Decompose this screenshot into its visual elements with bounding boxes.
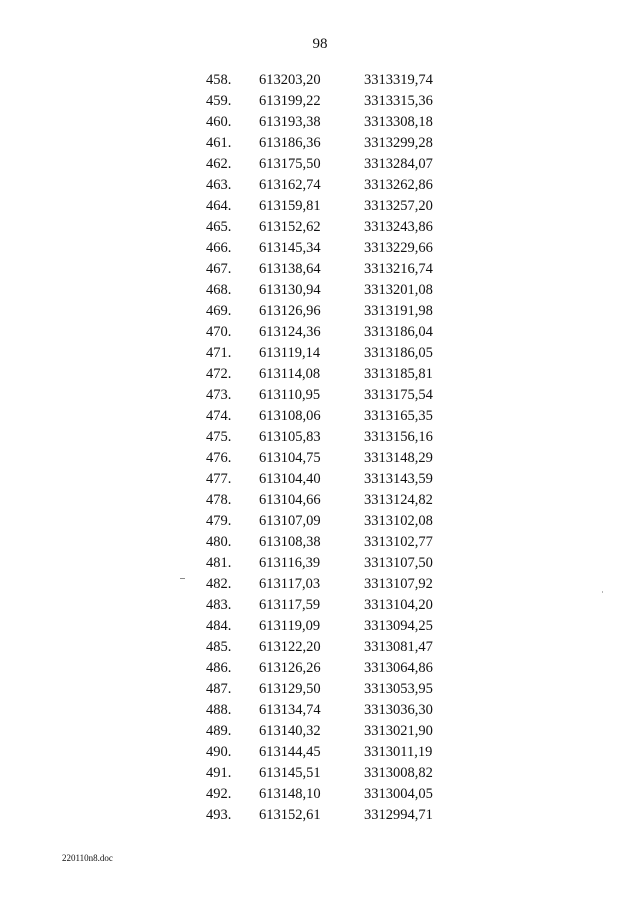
table-row xyxy=(0,616,640,637)
point-number: 484. xyxy=(206,618,232,634)
x-coordinate: 613144,45 xyxy=(259,744,321,760)
y-coordinate: 3313191,98 xyxy=(364,303,433,319)
point-number: 486. xyxy=(206,660,232,676)
x-coordinate: 613134,74 xyxy=(259,702,321,718)
y-coordinate: 3313156,16 xyxy=(364,429,433,445)
y-coordinate: 3313262,86 xyxy=(364,177,433,193)
x-coordinate: 613138,64 xyxy=(259,261,321,277)
y-coordinate: 3313299,28 xyxy=(364,135,433,151)
y-coordinate: 3313107,92 xyxy=(364,576,433,592)
page-number: 98 xyxy=(312,36,328,52)
point-number: 466. xyxy=(206,240,232,256)
table-row xyxy=(0,280,640,301)
point-number: 480. xyxy=(206,534,232,550)
point-number: 458. xyxy=(206,72,232,88)
table-row xyxy=(0,196,640,217)
y-coordinate: 3313186,04 xyxy=(364,324,433,340)
table-row xyxy=(0,532,640,553)
x-coordinate: 613124,36 xyxy=(259,324,321,340)
table-row xyxy=(0,469,640,490)
y-coordinate: 3312994,71 xyxy=(364,807,433,823)
x-coordinate: 613114,08 xyxy=(259,366,321,382)
y-coordinate: 3313008,82 xyxy=(364,765,433,781)
table-row xyxy=(0,784,640,805)
table-row xyxy=(0,553,640,574)
point-number: 487. xyxy=(206,681,232,697)
x-coordinate: 613203,20 xyxy=(259,72,321,88)
table-row xyxy=(0,511,640,532)
y-coordinate: 3313102,08 xyxy=(364,513,433,529)
y-coordinate: 3313308,18 xyxy=(364,114,433,130)
y-coordinate: 3313319,74 xyxy=(364,72,433,88)
x-coordinate: 613126,26 xyxy=(259,660,321,676)
y-coordinate: 3313104,20 xyxy=(364,597,433,613)
point-number: 488. xyxy=(206,702,232,718)
table-row xyxy=(0,175,640,196)
point-number: 493. xyxy=(206,807,232,823)
point-number: 491. xyxy=(206,765,232,781)
x-coordinate: 613110,95 xyxy=(259,387,321,403)
point-number: 490. xyxy=(206,744,232,760)
point-number: 461. xyxy=(206,135,232,151)
point-number: 485. xyxy=(206,639,232,655)
point-number: 459. xyxy=(206,93,232,109)
x-coordinate: 613108,06 xyxy=(259,408,321,424)
y-coordinate: 3313107,50 xyxy=(364,555,433,571)
table-row xyxy=(0,595,640,616)
x-coordinate: 613159,81 xyxy=(259,198,321,214)
table-row xyxy=(0,259,640,280)
point-number: 475. xyxy=(206,429,232,445)
scan-speck xyxy=(602,591,603,593)
x-coordinate: 613129,50 xyxy=(259,681,321,697)
table-row xyxy=(0,805,640,826)
y-coordinate: 3313053,95 xyxy=(364,681,433,697)
y-coordinate: 3313143,59 xyxy=(364,471,433,487)
table-row xyxy=(0,385,640,406)
table-row xyxy=(0,574,640,595)
point-number: 472. xyxy=(206,366,232,382)
point-number: 464. xyxy=(206,198,232,214)
y-coordinate: 3313165,35 xyxy=(364,408,433,424)
point-number: 462. xyxy=(206,156,232,172)
point-number: 492. xyxy=(206,786,232,802)
y-coordinate: 3313124,82 xyxy=(364,492,433,508)
table-row xyxy=(0,301,640,322)
x-coordinate: 613122,20 xyxy=(259,639,321,655)
point-number: 465. xyxy=(206,219,232,235)
table-row xyxy=(0,679,640,700)
table-row xyxy=(0,343,640,364)
y-coordinate: 3313021,90 xyxy=(364,723,433,739)
x-coordinate: 613108,38 xyxy=(259,534,321,550)
y-coordinate: 3313011,19 xyxy=(364,744,433,760)
y-coordinate: 3313216,74 xyxy=(364,261,433,277)
x-coordinate: 613104,66 xyxy=(259,492,321,508)
point-number: 467. xyxy=(206,261,232,277)
point-number: 470. xyxy=(206,324,232,340)
table-row xyxy=(0,658,640,679)
point-number: 474. xyxy=(206,408,232,424)
table-row xyxy=(0,637,640,658)
x-coordinate: 613140,32 xyxy=(259,723,321,739)
x-coordinate: 613186,36 xyxy=(259,135,321,151)
table-row xyxy=(0,217,640,238)
table-row xyxy=(0,742,640,763)
x-coordinate: 613119,09 xyxy=(259,618,321,634)
table-row xyxy=(0,238,640,259)
coordinate-table xyxy=(0,70,640,826)
table-row xyxy=(0,427,640,448)
y-coordinate: 3313064,86 xyxy=(364,660,433,676)
point-number: 479. xyxy=(206,513,232,529)
point-number: 477. xyxy=(206,471,232,487)
y-coordinate: 3313257,20 xyxy=(364,198,433,214)
point-number: 478. xyxy=(206,492,232,508)
point-number: 460. xyxy=(206,114,232,130)
x-coordinate: 613107,09 xyxy=(259,513,321,529)
point-number: 481. xyxy=(206,555,232,571)
x-coordinate: 613162,74 xyxy=(259,177,321,193)
x-coordinate: 613117,03 xyxy=(259,576,321,592)
x-coordinate: 613148,10 xyxy=(259,786,321,802)
y-coordinate: 3313243,86 xyxy=(364,219,433,235)
table-row xyxy=(0,448,640,469)
point-number: 471. xyxy=(206,345,232,361)
x-coordinate: 613104,75 xyxy=(259,450,321,466)
table-row xyxy=(0,91,640,112)
x-coordinate: 613152,62 xyxy=(259,219,321,235)
y-coordinate: 3313175,54 xyxy=(364,387,433,403)
y-coordinate: 3313315,36 xyxy=(364,93,433,109)
x-coordinate: 613119,14 xyxy=(259,345,321,361)
y-coordinate: 3313185,81 xyxy=(364,366,433,382)
x-coordinate: 613130,94 xyxy=(259,282,321,298)
point-number: 489. xyxy=(206,723,232,739)
y-coordinate: 3313201,08 xyxy=(364,282,433,298)
x-coordinate: 613145,51 xyxy=(259,765,321,781)
table-row xyxy=(0,700,640,721)
x-coordinate: 613116,39 xyxy=(259,555,321,571)
x-coordinate: 613145,34 xyxy=(259,240,321,256)
x-coordinate: 613117,59 xyxy=(259,597,321,613)
table-row xyxy=(0,406,640,427)
table-row xyxy=(0,490,640,511)
y-coordinate: 3313229,66 xyxy=(364,240,433,256)
y-coordinate: 3313036,30 xyxy=(364,702,433,718)
x-coordinate: 613193,38 xyxy=(259,114,321,130)
table-row xyxy=(0,721,640,742)
document-filename: 220110n8.doc xyxy=(62,853,113,863)
point-number: 469. xyxy=(206,303,232,319)
y-coordinate: 3313094,25 xyxy=(364,618,433,634)
table-row xyxy=(0,133,640,154)
point-number: 473. xyxy=(206,387,232,403)
scan-speck xyxy=(180,578,185,579)
x-coordinate: 613199,22 xyxy=(259,93,321,109)
point-number: 483. xyxy=(206,597,232,613)
x-coordinate: 613175,50 xyxy=(259,156,321,172)
table-row xyxy=(0,112,640,133)
x-coordinate: 613105,83 xyxy=(259,429,321,445)
x-coordinate: 613126,96 xyxy=(259,303,321,319)
table-row xyxy=(0,763,640,784)
point-number: 463. xyxy=(206,177,232,193)
table-row xyxy=(0,154,640,175)
y-coordinate: 3313004,05 xyxy=(364,786,433,802)
x-coordinate: 613152,61 xyxy=(259,807,321,823)
y-coordinate: 3313148,29 xyxy=(364,450,433,466)
y-coordinate: 3313081,47 xyxy=(364,639,433,655)
point-number: 476. xyxy=(206,450,232,466)
y-coordinate: 3313186,05 xyxy=(364,345,433,361)
y-coordinate: 3313284,07 xyxy=(364,156,433,172)
table-row xyxy=(0,364,640,385)
x-coordinate: 613104,40 xyxy=(259,471,321,487)
table-row xyxy=(0,322,640,343)
point-number: 468. xyxy=(206,282,232,298)
point-number: 482. xyxy=(206,576,232,592)
table-row xyxy=(0,70,640,91)
y-coordinate: 3313102,77 xyxy=(364,534,433,550)
